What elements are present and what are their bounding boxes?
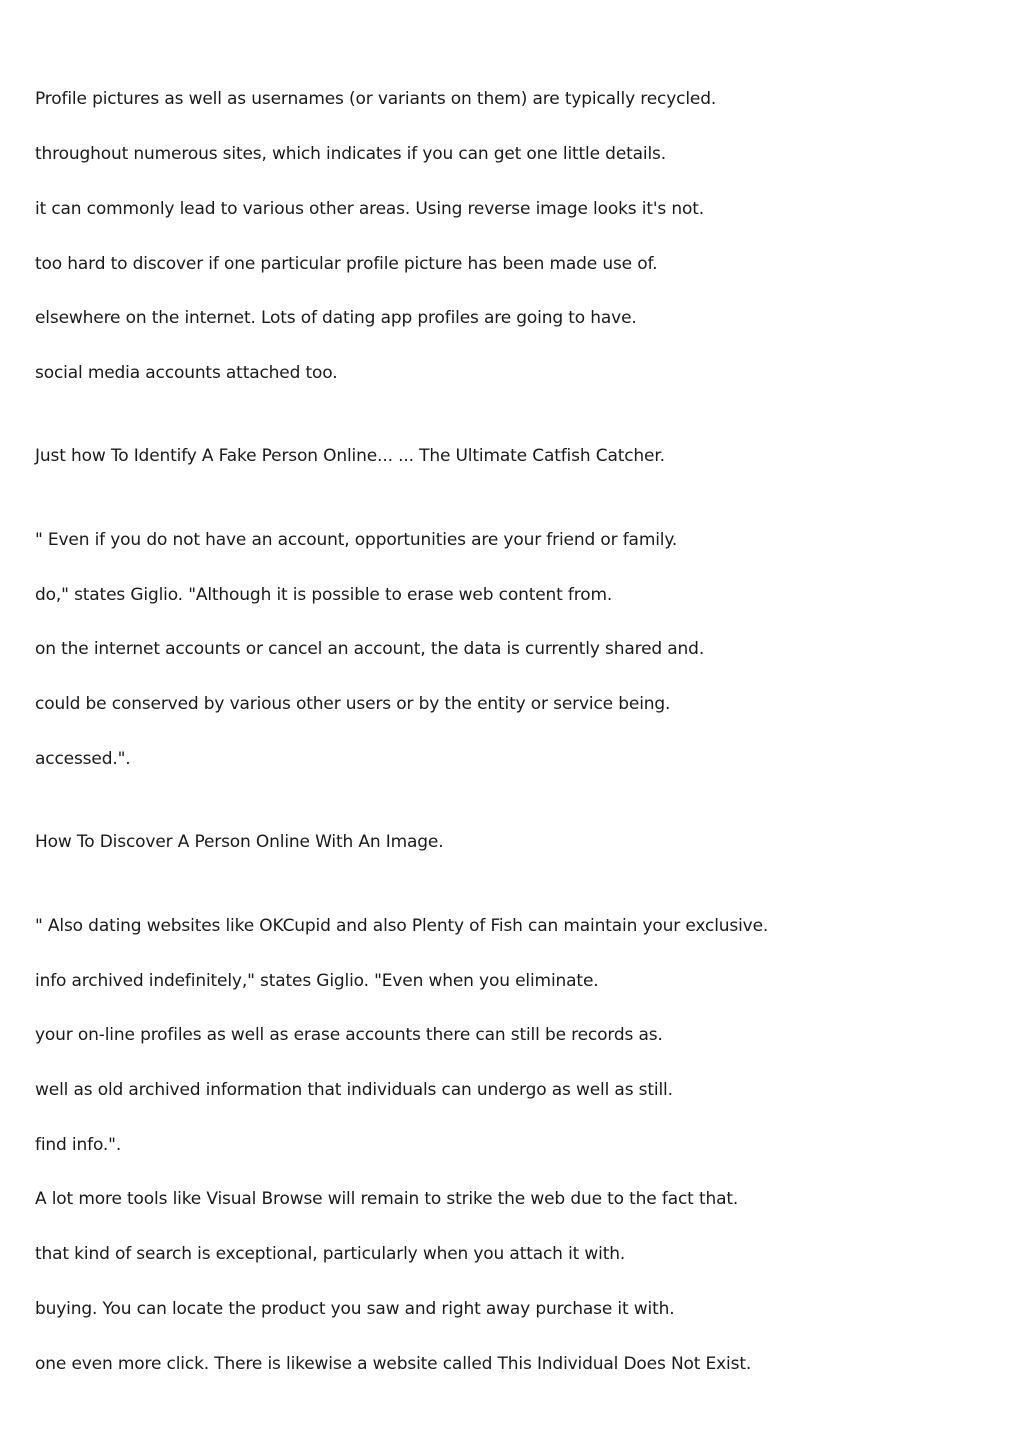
paragraph-2-line: on the internet accounts or cancel an account, the data is currently shared and. bbox=[35, 639, 705, 659]
paragraph-1-line: social media accounts attached too. bbox=[35, 363, 338, 383]
section-heading-2: How To Discover A Person Online With An Image. bbox=[35, 832, 444, 852]
paragraph-3-line: find info.". bbox=[35, 1135, 122, 1155]
paragraph-1-line: elsewhere on the internet. Lots of dating app profiles are going to have. bbox=[35, 308, 637, 328]
paragraph-2-line: accessed.". bbox=[35, 749, 131, 769]
paragraph-3-line: well as old archived information that individuals can undergo as well as still. bbox=[35, 1080, 673, 1100]
paragraph-1-line: too hard to discover if one particular profile picture has been made use of. bbox=[35, 254, 658, 274]
paragraph-3-line: your on-line profiles as well as erase accounts there can still be records as. bbox=[35, 1025, 663, 1045]
paragraph-4-line: that kind of search is exceptional, particularly when you attach it with. bbox=[35, 1244, 626, 1264]
paragraph-2-line: do," states Giglio. "Although it is possible to erase web content from. bbox=[35, 585, 613, 605]
section-heading-1: Just how To Identify A Fake Person Online... ... The Ultimate Catfish Catcher. bbox=[35, 446, 665, 466]
paragraph-1-line: throughout numerous sites, which indicates if you can get one little details. bbox=[35, 144, 667, 164]
paragraph-2-line: could be conserved by various other users or by the entity or service being. bbox=[35, 694, 671, 714]
paragraph-1-line: it can commonly lead to various other areas. Using reverse image looks it's not. bbox=[35, 199, 704, 219]
paragraph-4-line: A lot more tools like Visual Browse will remain to strike the web due to the fact that. bbox=[35, 1189, 739, 1209]
paragraph-4-line: buying. You can locate the product you saw and right away purchase it with. bbox=[35, 1299, 675, 1319]
paragraph-3-line: info archived indefinitely," states Giglio. "Even when you eliminate. bbox=[35, 971, 599, 991]
paragraph-1-line: Profile pictures as well as usernames (or variants on them) are typically recycled. bbox=[35, 89, 717, 109]
paragraph-2-line: " Even if you do not have an account, opportunities are your friend or family. bbox=[35, 530, 678, 550]
paragraph-3-line: " Also dating websites like OKCupid and also Plenty of Fish can maintain your exclusive. bbox=[35, 916, 769, 936]
paragraph-4-line: one even more click. There is likewise a website called This Individual Does Not Exist. bbox=[35, 1354, 752, 1374]
